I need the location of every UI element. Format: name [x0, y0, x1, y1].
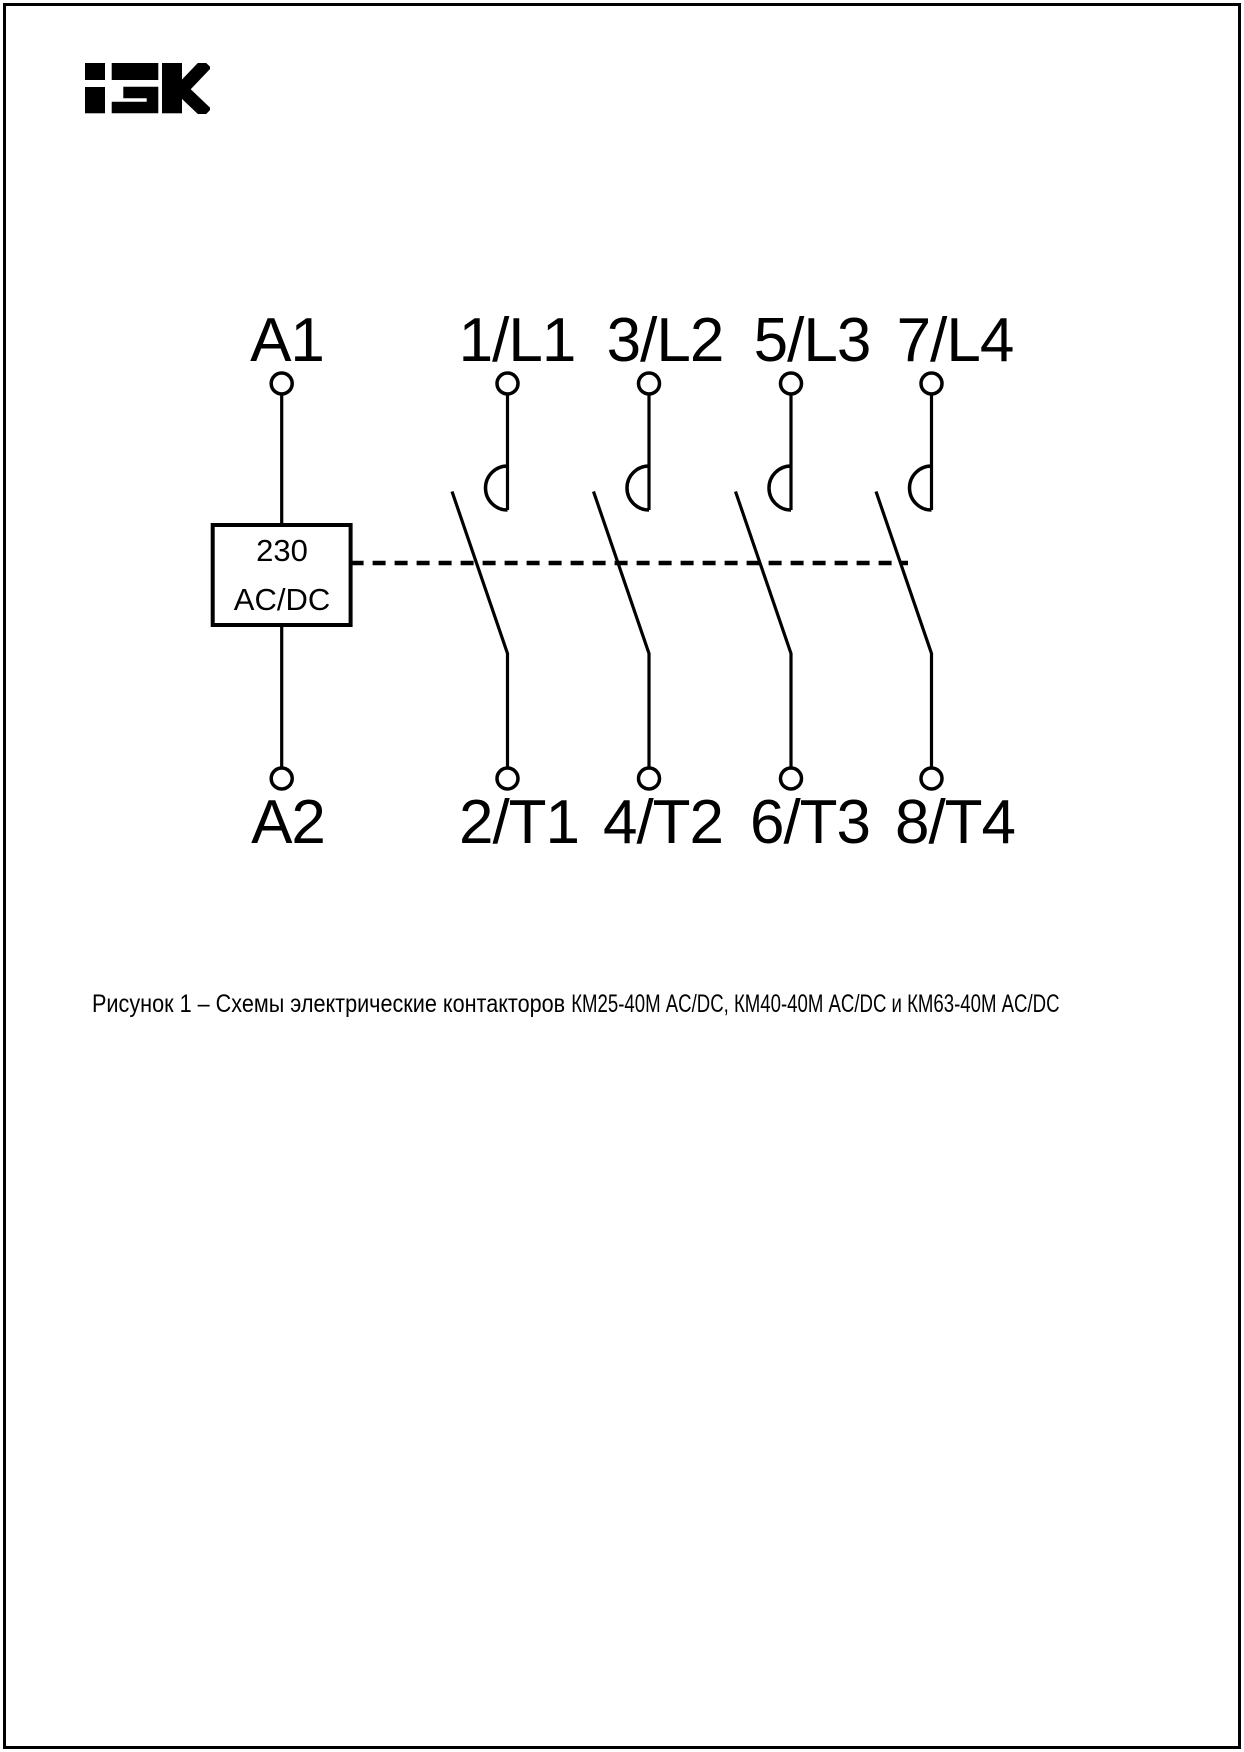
terminal-circle-7l4 [921, 373, 942, 394]
pole-4 [876, 373, 942, 789]
terminal-circle-3l2 [639, 373, 660, 394]
terminal-circle-5l3 [781, 373, 802, 394]
moving-contact-lever [594, 492, 650, 769]
terminal-circle-4t2 [639, 768, 660, 789]
terminal-label-2t1: 2/T1 [458, 788, 580, 857]
coil-supply-type: AC/DC [233, 582, 331, 617]
terminal-label-5l3: 5/L3 [753, 306, 871, 375]
figure-caption-prefix: Рисунок 1 – Схемы электрические контакторов [92, 990, 566, 1018]
moving-contact-lever [452, 492, 508, 769]
pole-3 [736, 373, 802, 789]
terminal-circle-1l1 [497, 373, 518, 394]
figure-caption [92, 992, 1139, 1017]
terminal-circle-6t3 [781, 768, 802, 789]
coil-rating [213, 525, 351, 625]
terminal-label-a2: A2 [251, 788, 325, 857]
terminal-label-8t4: 8/T4 [894, 788, 1016, 857]
figure-caption-models: КМ25-40М AC/DC, КМ40-40М AC/DC и КМ63-40М AC/DC [571, 990, 1060, 1018]
coil-voltage: 230 [256, 533, 308, 568]
contact-arc [769, 466, 791, 510]
pole-2 [594, 373, 660, 789]
contact-arc [486, 466, 508, 510]
pole-1 [452, 373, 518, 789]
terminal-label-1l1: 1/L1 [458, 306, 576, 375]
contact-arc [910, 466, 932, 510]
terminal-label-a1: A1 [250, 306, 324, 375]
terminal-circle-a1 [271, 373, 292, 394]
terminal-circle-2t1 [497, 768, 518, 789]
moving-contact-lever [876, 492, 932, 769]
terminal-label-6t3: 6/T3 [749, 788, 871, 857]
moving-contact-lever [736, 492, 792, 769]
terminal-circle-a2 [271, 768, 292, 789]
terminal-label-4t2: 4/T2 [602, 788, 724, 857]
terminal-label-3l2: 3/L2 [606, 306, 724, 375]
terminal-circle-8t4 [921, 768, 942, 789]
terminal-label-7l4: 7/L4 [896, 306, 1014, 375]
contact-arc [627, 466, 649, 510]
